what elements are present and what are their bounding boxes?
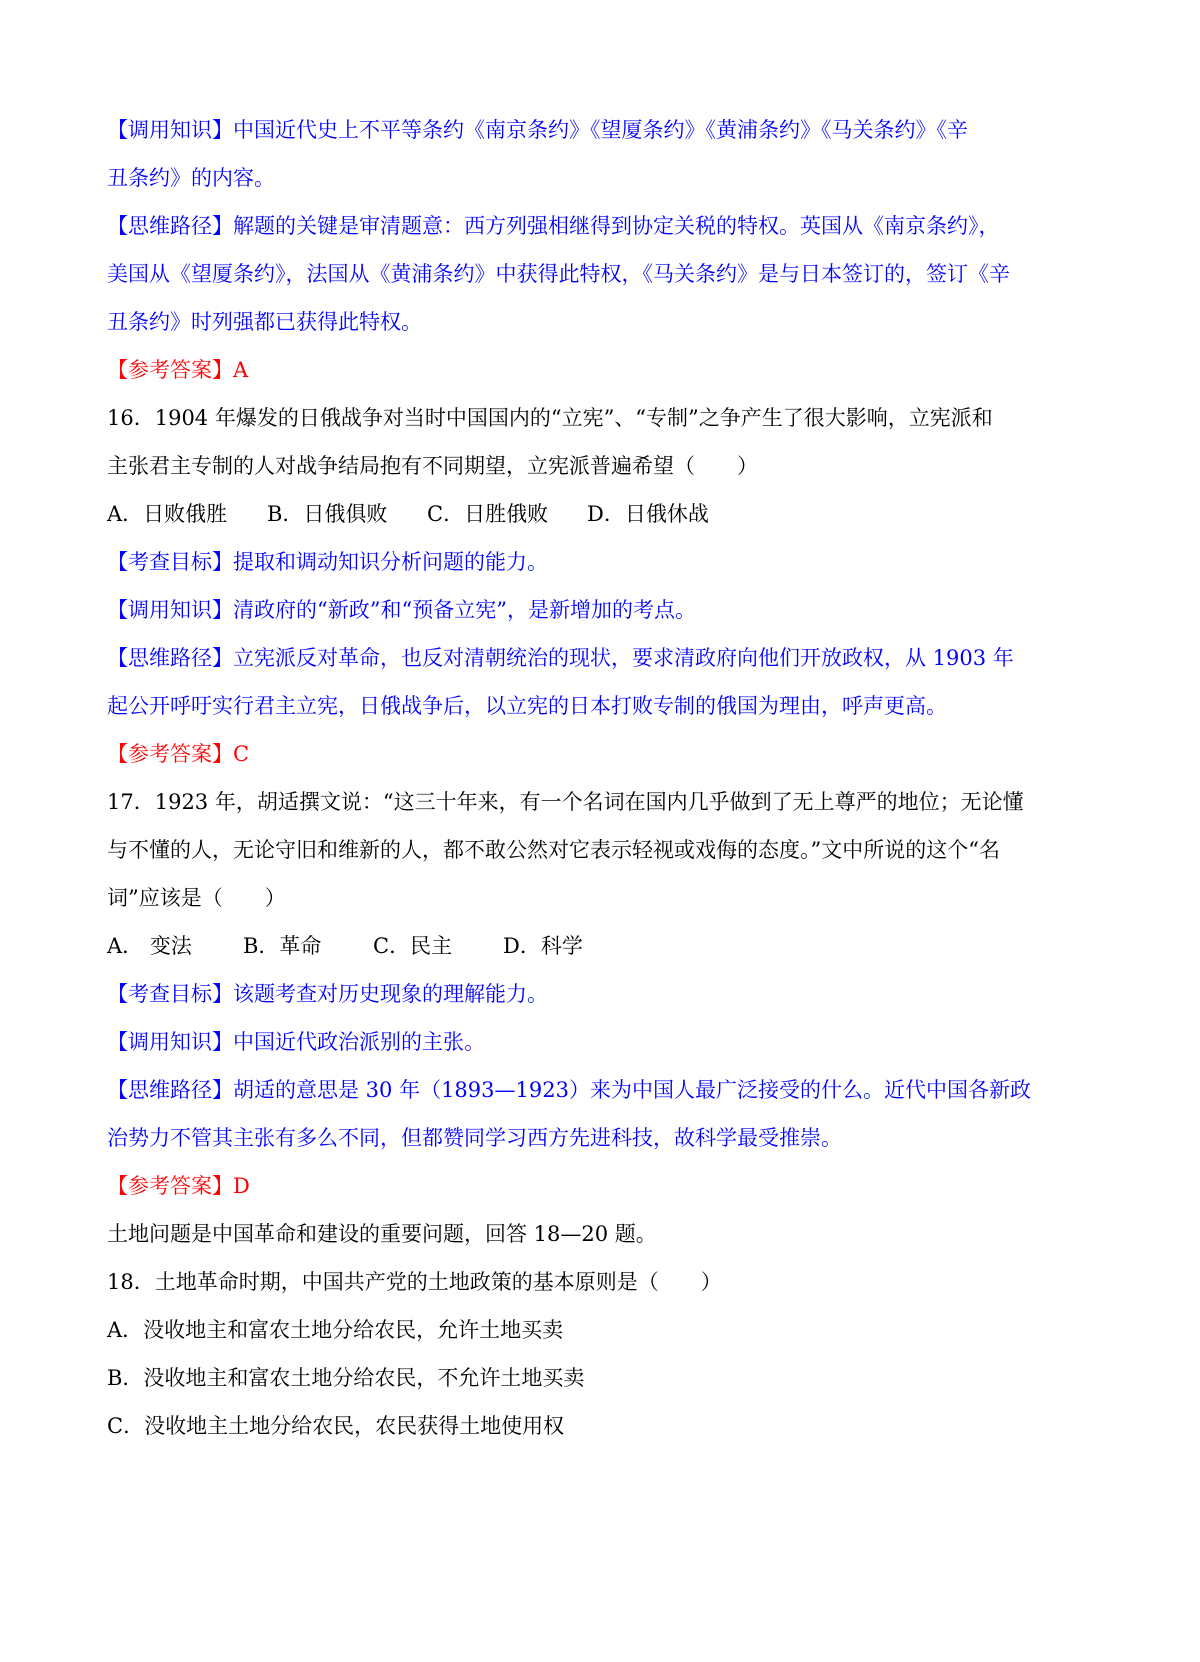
q16-reasoning-line-2: 起公开呼吁实行君主立宪，日俄战争后，以立宪的日本打败专制的俄国为理由，呼声更高。	[107, 694, 947, 718]
q16-option-a: A．日败俄胜	[107, 502, 228, 526]
q16-knowledge-label: 【调用知识】	[107, 598, 233, 622]
q16-answer	[107, 730, 1200, 778]
q15-analysis	[107, 106, 1200, 394]
q16-answer-label: 【参考答案】	[107, 742, 233, 766]
q17-answer	[107, 1162, 1200, 1210]
q15-answer-value: A	[233, 358, 249, 382]
q17-reasoning	[107, 1066, 1200, 1162]
q16-stem-line-2: 主张君主专制的人对战争结局抱有不同期望，立宪派普遍希望（ ）	[107, 454, 758, 478]
q15-knowledge-text: 中国近代史上不平等条约《南京条约》《望厦条约》《黄浦条约》《马关条约》《辛	[233, 118, 968, 142]
q16-objective-text: 提取和调动知识分析问题的能力。	[233, 550, 548, 574]
q17-reasoning-line-2: 治势力不管其主张有多么不同，但都赞同学习西方先进科技，故科学最受推崇。	[107, 1126, 842, 1150]
q17-stem-line-1: 17．1923 年，胡适撰文说：“这三十年来，有一个名词在国内几乎做到了无上尊严的地位；无论懂	[107, 790, 1024, 814]
q17-option-a: A． 变法	[107, 934, 192, 958]
q18-option-c: C．没收地主土地分给农民，农民获得土地使用权	[107, 1414, 565, 1438]
q17-stem-line-2: 与不懂的人，无论守旧和维新的人，都不敢公然对它表示轻视或戏侮的态度。”文中所说的这个“名	[107, 838, 1000, 862]
q17-objective-label: 【考查目标】	[107, 982, 233, 1006]
q15-answer	[107, 346, 1200, 394]
q15-knowledge	[107, 106, 1200, 202]
q17-option-b: B．革命	[243, 934, 322, 958]
q17-option-c: C．民主	[373, 934, 453, 958]
q16-options	[107, 490, 1200, 538]
q16-objective	[107, 538, 1200, 586]
q16-reasoning-text: 立宪派反对革命，也反对清朝统治的现状，要求清政府向他们开放政权，从 1903 年	[233, 646, 1014, 670]
q17-answer-label: 【参考答案】	[107, 1174, 233, 1198]
q16-reasoning-label: 【思维路径】	[107, 646, 233, 670]
q17-answer-value: D	[233, 1174, 250, 1198]
q17-option-d: D．科学	[503, 934, 583, 958]
q15-reasoning-text: 解题的关键是审清题意：西方列强相继得到协定关税的特权。英国从《南京条约》，	[233, 214, 1000, 238]
q18-stem-line-1: 18．土地革命时期，中国共产党的土地政策的基本原则是（ ）	[107, 1270, 722, 1294]
q17-stem-line-3: 词”应该是（ ）	[107, 886, 286, 910]
group-intro: 土地问题是中国革命和建设的重要问题，回答 18—20 题。	[107, 1222, 657, 1246]
q17-reasoning-text: 胡适的意思是 30 年（1893—1923）来为中国人最广泛接受的什么。近代中国各新政	[233, 1078, 1031, 1102]
q18-option-b: B．没收地主和富农土地分给农民，不允许土地买卖	[107, 1366, 585, 1390]
q16-knowledge	[107, 586, 1200, 634]
q15-knowledge-line-1	[107, 106, 1200, 154]
q15-reasoning-label: 【思维路径】	[107, 214, 233, 238]
q18-option-a: A．没收地主和富农土地分给农民，允许土地买卖	[107, 1318, 564, 1342]
q17-knowledge	[107, 1018, 1200, 1066]
q17-reasoning-label: 【思维路径】	[107, 1078, 233, 1102]
q16-answer-value: C	[233, 742, 250, 766]
q17-reasoning-line-1	[107, 1066, 1200, 1114]
q16-reasoning-line-1	[107, 634, 1200, 682]
q17-knowledge-label: 【调用知识】	[107, 1030, 233, 1054]
q16-option-b: B．日俄俱败	[267, 502, 388, 526]
q17-objective-text: 该题考查对历史现象的理解能力。	[233, 982, 548, 1006]
q15-reasoning-line-1	[107, 202, 1200, 250]
q15-knowledge-line-2: 丑条约》的内容。	[107, 166, 275, 190]
q16-stem-line-1: 16．1904 年爆发的日俄战争对当时中国国内的“立宪”、“专制”之争产生了很大影响，立宪派和	[107, 406, 993, 430]
q16-reasoning	[107, 634, 1200, 730]
question-17	[107, 778, 1200, 1210]
q17-objective	[107, 970, 1200, 1018]
q17-knowledge-text: 中国近代政治派别的主张。	[233, 1030, 485, 1054]
q15-answer-label: 【参考答案】	[107, 358, 233, 382]
q16-option-c: C．日胜俄败	[427, 502, 549, 526]
q15-reasoning-line-3: 丑条约》时列强都已获得此特权。	[107, 310, 422, 334]
q15-knowledge-label: 【调用知识】	[107, 118, 233, 142]
question-16	[107, 394, 1200, 778]
q16-knowledge-text: 清政府的“新政”和“预备立宪”，是新增加的考点。	[233, 598, 696, 622]
question-18	[107, 1258, 1200, 1450]
q15-reasoning-line-2: 美国从《望厦条约》，法国从《黄浦条约》中获得此特权，《马关条约》是与日本签订的，签订《辛	[107, 262, 1010, 286]
q15-reasoning	[107, 202, 1200, 346]
q16-option-d: D．日俄休战	[587, 502, 709, 526]
q17-options	[107, 922, 1200, 970]
q16-objective-label: 【考查目标】	[107, 550, 233, 574]
